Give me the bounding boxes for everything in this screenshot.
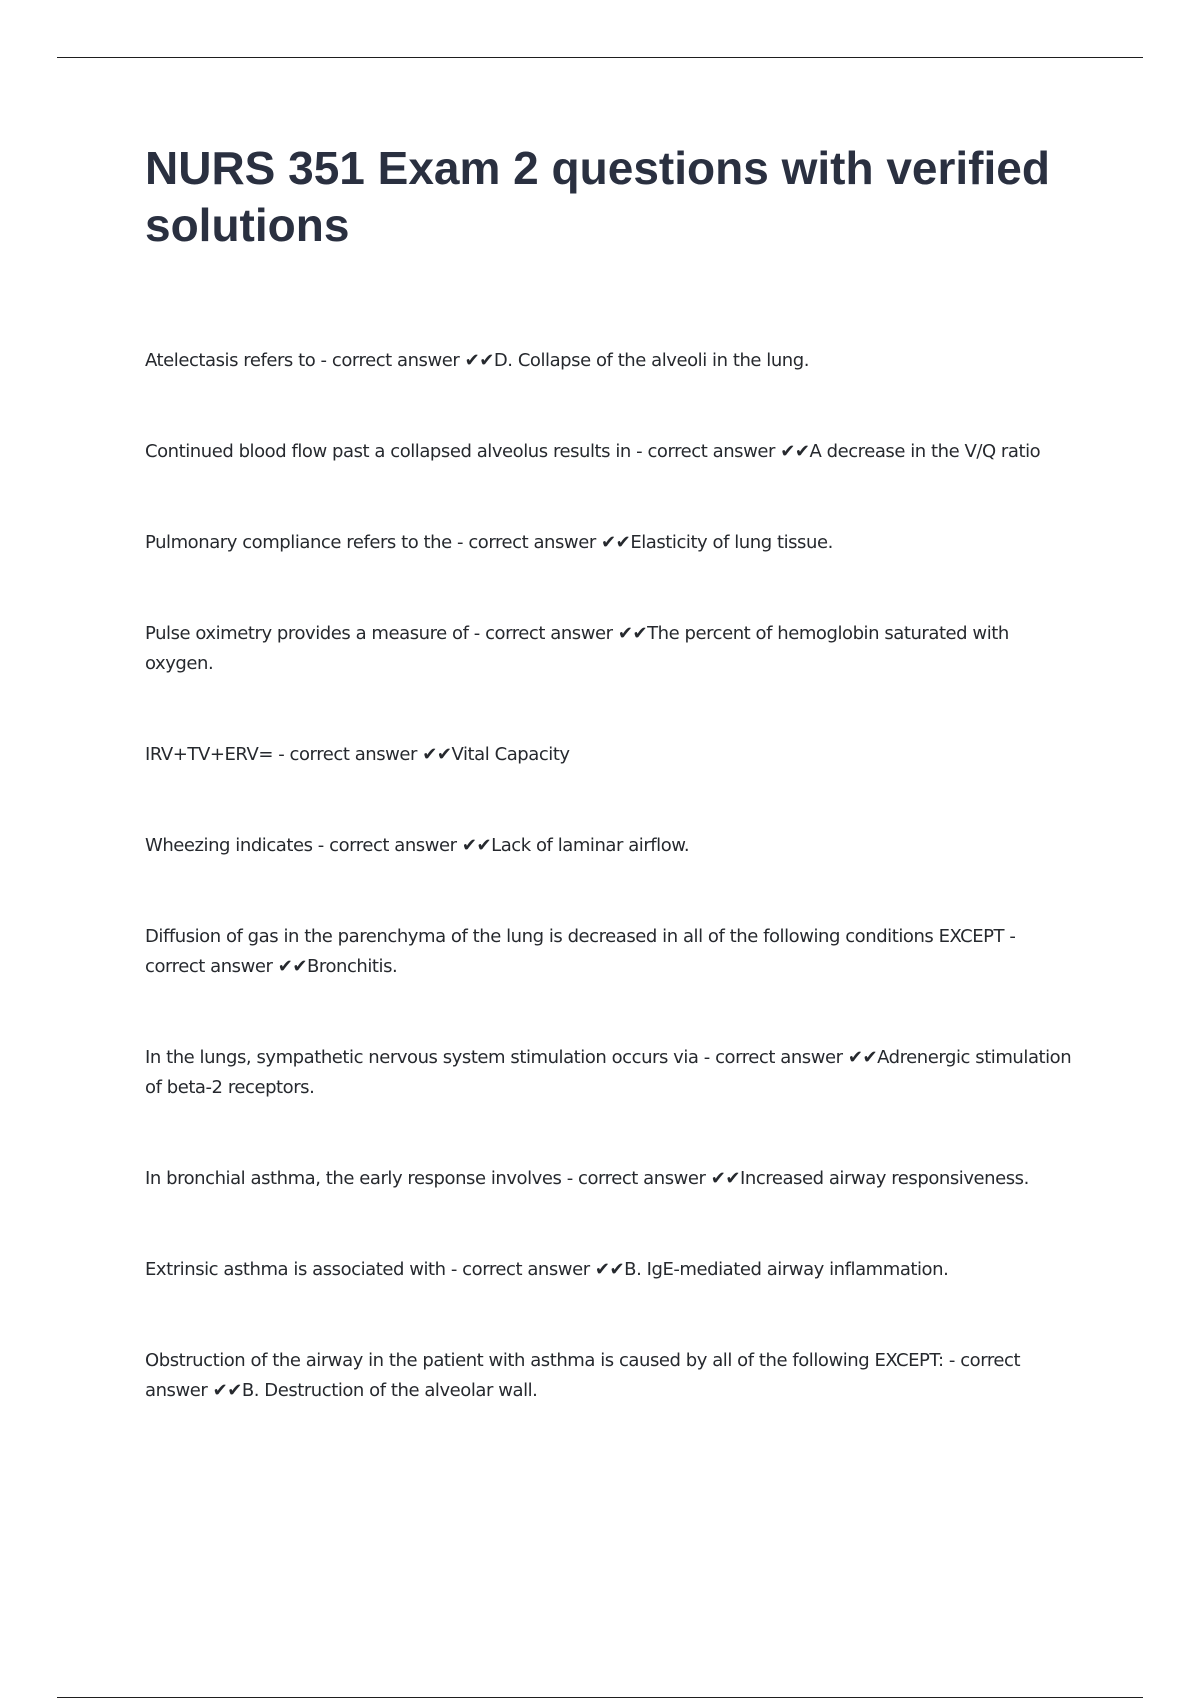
qa-item: In bronchial asthma, the early response involves - correct answer ✔✔Increased airway responsiveness. [145, 1168, 1029, 1189]
qa-item: Atelectasis refers to - correct answer ✔✔D. Collapse of the alveoli in the lung. [145, 350, 810, 371]
qa-item: In the lungs, sympathetic nervous system stimulation occurs via - correct answer ✔✔Adrenergic stimulation of beta-2 receptors. [145, 1047, 1072, 1098]
qa-item: Pulse oximetry provides a measure of - correct answer ✔✔The percent of hemoglobin saturated with oxygen. [145, 623, 1009, 674]
qa-list [145, 346, 1080, 1406]
qa-item: Obstruction of the airway in the patient with asthma is caused by all of the following EXCEPT: - correct answer ✔✔B. Destruction of the alveolar wall. [145, 1350, 1021, 1401]
qa-item: Extrinsic asthma is associated with - correct answer ✔✔B. IgE-mediated airway inflammation. [145, 1259, 949, 1280]
qa-item: IRV+TV+ERV= - correct answer ✔✔Vital Capacity [145, 744, 570, 765]
top-divider [57, 57, 1143, 58]
qa-item: Pulmonary compliance refers to the - correct answer ✔✔Elasticity of lung tissue. [145, 532, 833, 553]
document-title: NURS 351 Exam 2 questions with verified solutions [145, 142, 1050, 251]
bottom-divider [57, 1697, 1143, 1698]
qa-item: Wheezing indicates - correct answer ✔✔Lack of laminar airflow. [145, 835, 690, 856]
qa-item: Continued blood flow past a collapsed alveolus results in - correct answer ✔✔A decrease in the V/Q ratio [145, 441, 1041, 462]
qa-item: Diffusion of gas in the parenchyma of the lung is decreased in all of the following conditions EXCEPT - correct answer ✔✔Bronchitis. [145, 926, 1016, 977]
